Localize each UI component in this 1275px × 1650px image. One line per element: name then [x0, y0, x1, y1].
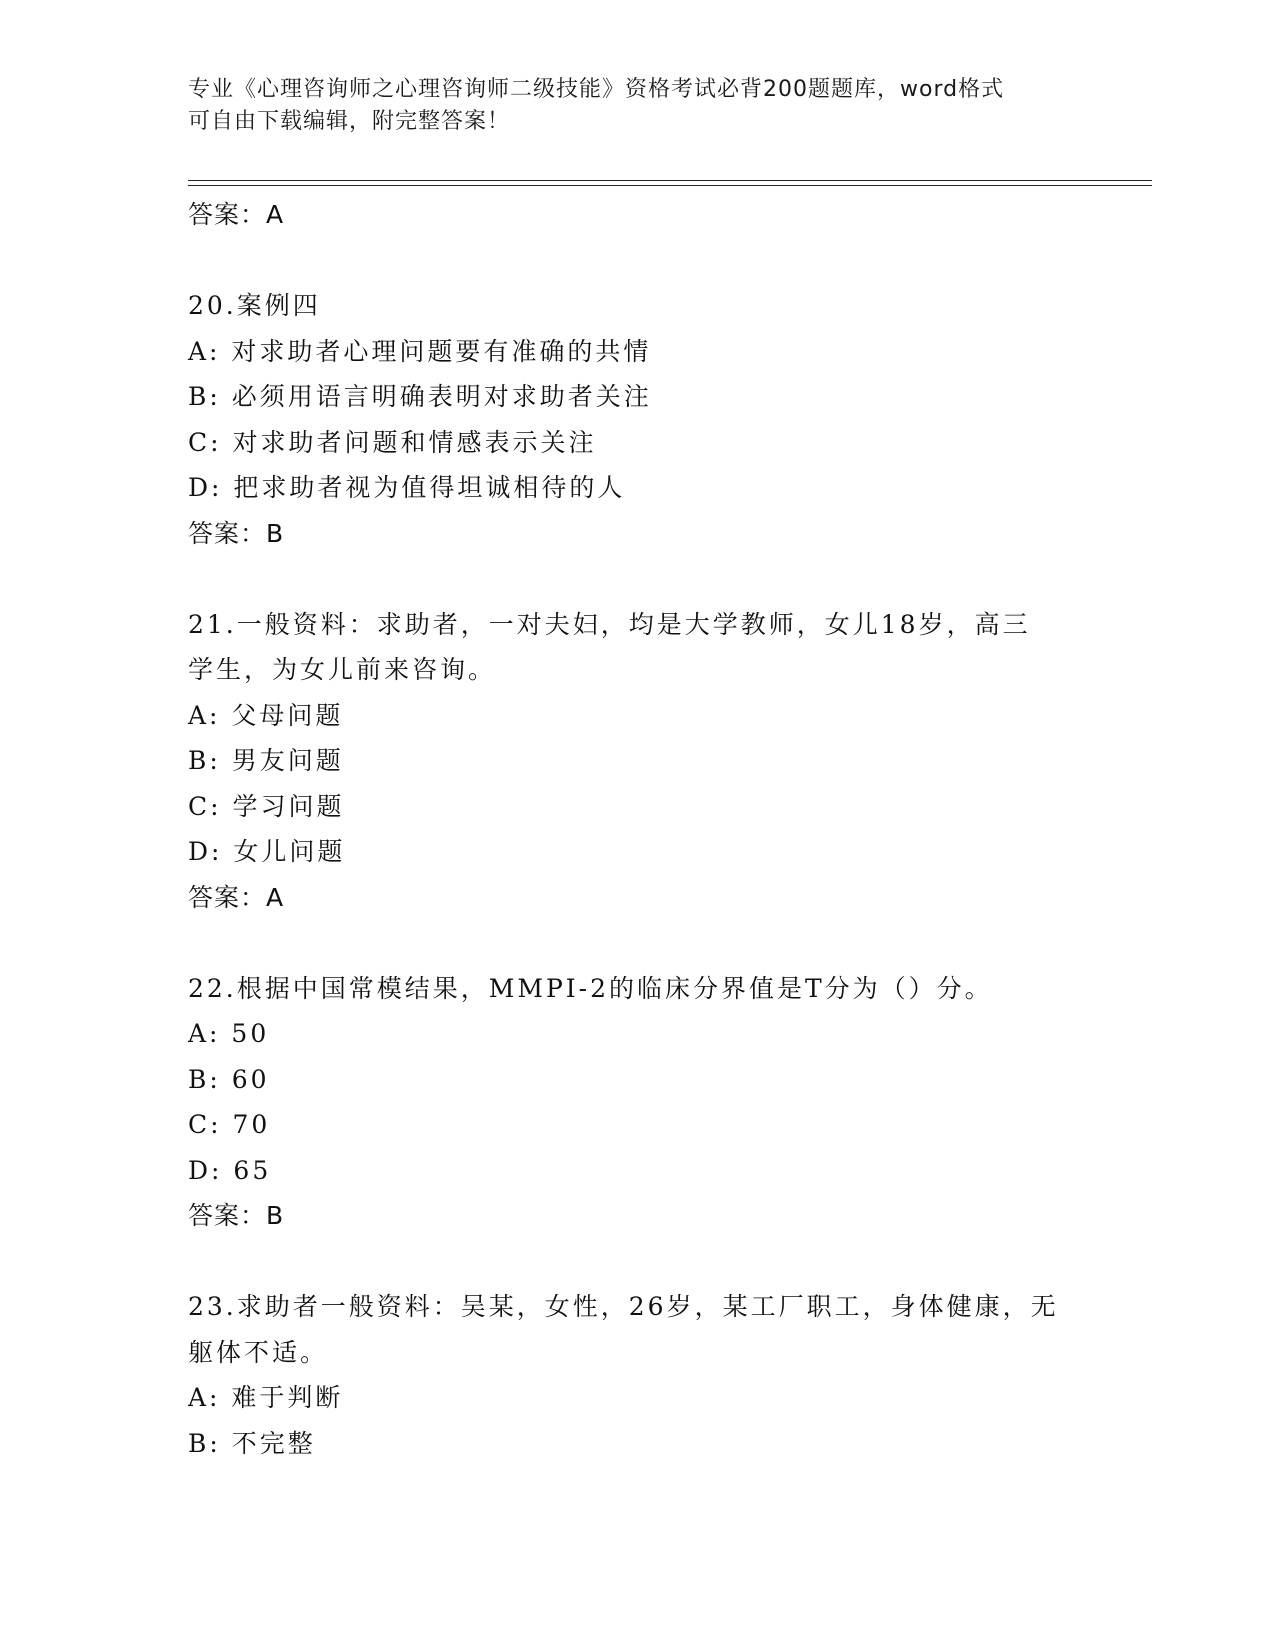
option-a: A: 父母问题	[188, 700, 344, 730]
spacer	[188, 238, 1088, 284]
header-line-2: 可自由下载编辑，附完整答案！	[188, 109, 511, 134]
option-c: C: 学习问题	[188, 791, 345, 821]
spacer	[188, 556, 1088, 602]
answer-line: 答案：B	[188, 1201, 285, 1230]
spacer	[188, 1239, 1088, 1285]
question-block	[188, 283, 1088, 556]
answer-line: 答案：A	[188, 882, 285, 912]
answer-line: 答案：A	[188, 200, 285, 229]
document-body	[188, 192, 1088, 1466]
question-block	[188, 966, 1088, 1239]
option-d: D: 女儿问题	[188, 837, 346, 866]
option-b: B: 不完整	[188, 1428, 316, 1458]
option-c: C: 70	[188, 1110, 271, 1139]
question-stem: 23.求助者一般资料：吴某，女性，26岁，某工厂职工，身体健康，无	[188, 1292, 1059, 1321]
option-b: B: 男友问题	[188, 746, 344, 775]
question-stem-continued: 躯体不适。	[188, 1337, 329, 1367]
option-a: A: 对求助者心理问题要有准确的共情	[188, 336, 652, 366]
spacer	[188, 920, 1088, 966]
question-stem-continued: 学生，为女儿前来咨询。	[188, 655, 497, 684]
option-d: D: 把求助者视为值得坦诚相待的人	[188, 473, 626, 502]
question-stem: 21.一般资料：求助者，一对夫妇，均是大学教师，女儿18岁，高三	[188, 609, 1031, 639]
option-c: C: 对求助者问题和情感表示关注	[188, 427, 597, 457]
answer-line: 答案：B	[188, 518, 285, 548]
question-stem: 20.案例四	[188, 291, 321, 320]
question-block	[188, 602, 1088, 921]
option-a: A: 难于判断	[188, 1383, 344, 1412]
question-stem: 22.根据中国常模结果，MMPI-2的临床分界值是T分为（）分。	[188, 973, 993, 1003]
option-b: B: 必须用语言明确表明对求助者关注	[188, 382, 652, 411]
header-line-1: 专业《心理咨询师之心理咨询师二级技能》资格考试必背200题题库，word格式	[188, 77, 1005, 102]
option-b: B: 60	[188, 1064, 270, 1094]
option-a: A: 50	[188, 1019, 270, 1048]
option-d: D: 65	[188, 1155, 272, 1185]
header-divider-bottom	[188, 185, 1152, 186]
header-divider-top	[188, 180, 1152, 181]
question-block	[188, 1284, 1088, 1466]
document-header	[188, 74, 1088, 138]
